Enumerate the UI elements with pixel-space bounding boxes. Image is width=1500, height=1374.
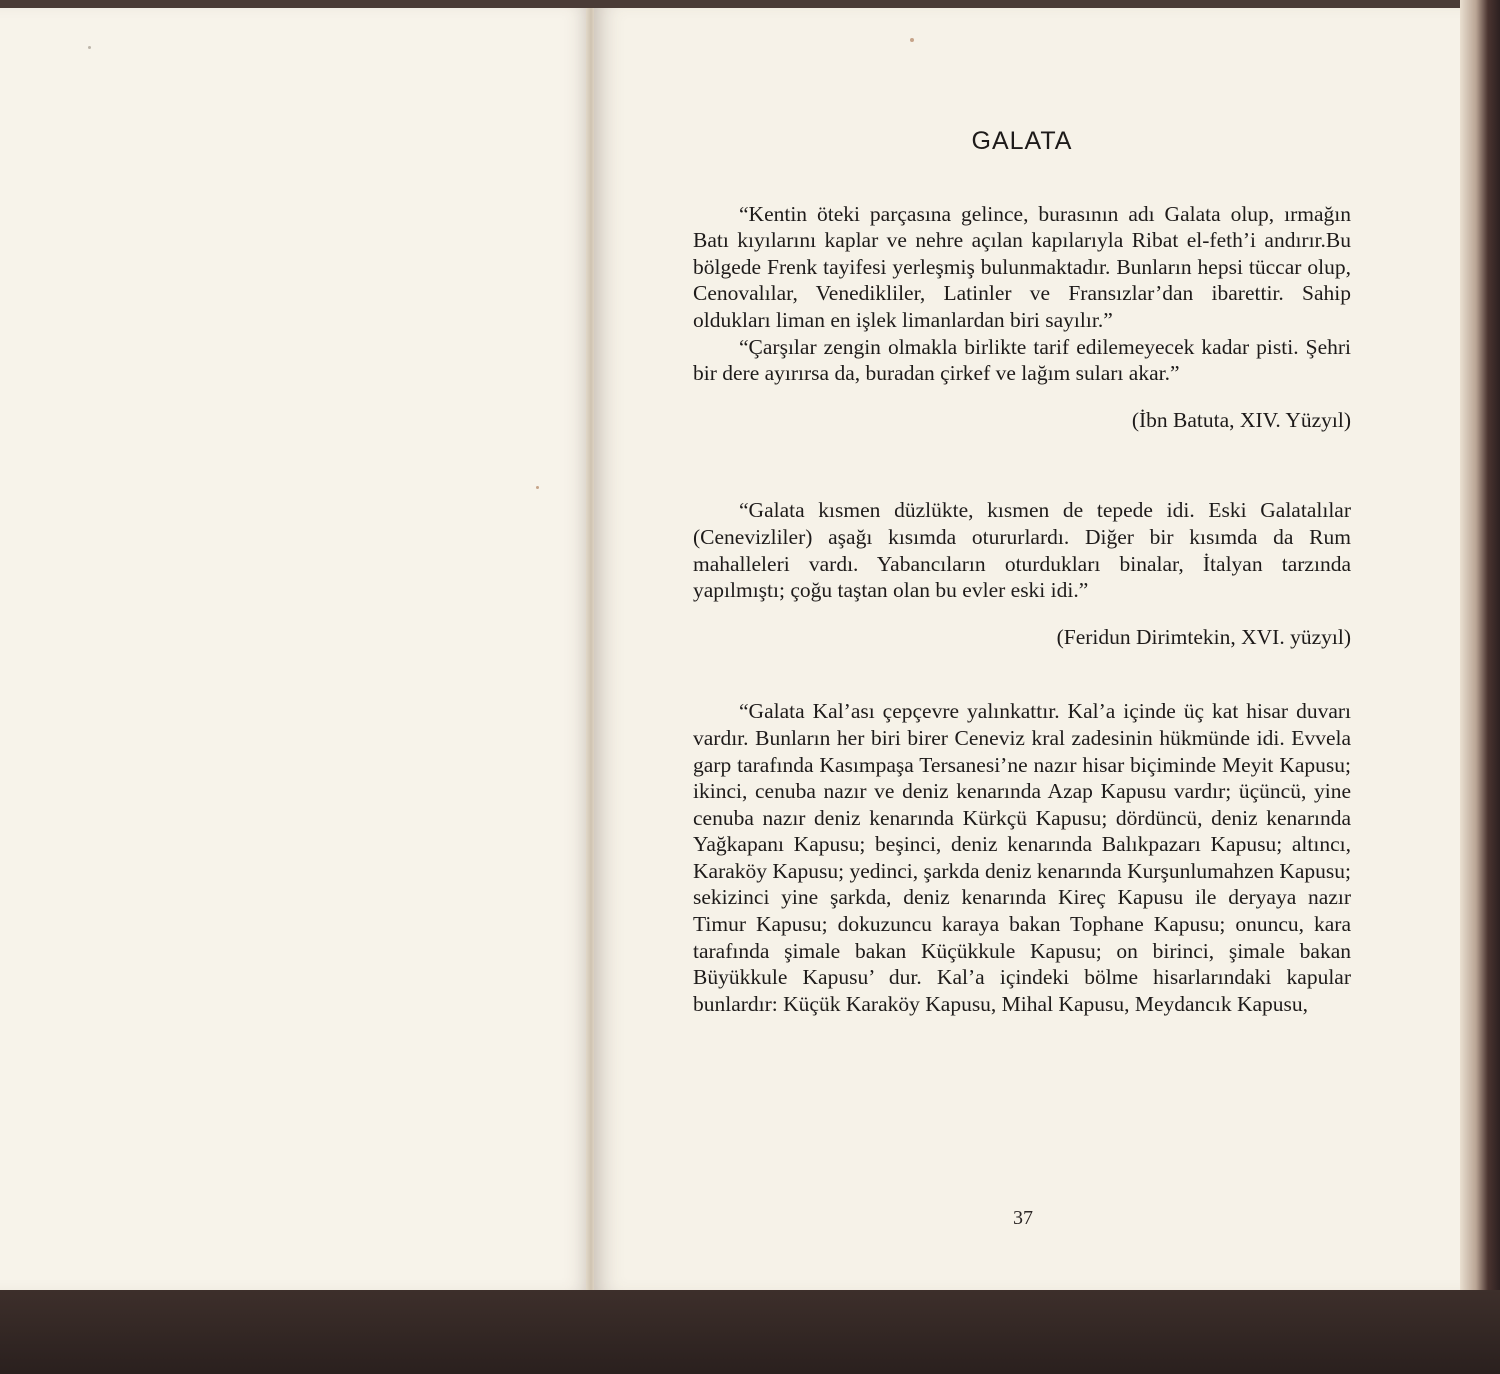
paper-speck — [910, 38, 914, 42]
left-page-blank — [0, 8, 592, 1290]
paper-speck — [88, 46, 91, 49]
paper-speck — [536, 486, 539, 489]
spacer — [693, 650, 1351, 698]
quote-galata-kalasi: “Galata Kal’ası çepçevre yalınkattır. Kal’a içinde üç kat hisar duvarı vardır. Bunların her biri birer Ceneviz kral zadesinin hükmünde idi. Evvela garp tarafında Kasımpaşa Tersanesi’ne nazır hisar biçiminde Meyit Kapusu; ikinci, cenuba nazır ve deniz kenarında Azap Kapusu vardır; üçüncü, yine cenuba nazır deniz kenarında Kürkçü Kapusu; dördüncü, deniz kenarında Yağkapanı Kapusu; beşinci, deniz kenarında Balıkpazarı Kapusu; altıncı, Karaköy Kapusu; yedinci, şarkda deniz kenarında Kurşunlumahzen Kapusu; sekizinci yine şarkda, deniz kenarında Kireç Kapusu ile deryaya nazır Timur Kapusu; dokuzuncu karaya bakan Tophane Kapusu; onuncu, kara tarafında şimale bakan Küçükkule Kapusu; on birinci, şimale bakan Büyükkule Kapusu’ dur. Kal’a içindeki bölme hisarlarındaki kapular bunlardır: Küçük Karaköy Kapusu, Mihal Kapusu, Meydancık Kapusu, — [693, 699, 1351, 1016]
spacer — [693, 387, 1351, 407]
quote-dirimtekin: “Galata kısmen düzlükte, kısmen de tepede idi. Eski Galatalılar (Cenevizliler) aşağı kısımda otururlardı. Diğer bir kısımda da Rum mahalleleri vardı. Yabancıların oturdukları binalar, İtalyan tarzında yapılmıştı; çoğu taştan olan bu evler eski idi.” — [693, 498, 1351, 603]
quote-ibn-batuta-2: “Çarşılar zengin olmakla birlikte tarif edilemeyecek kadar pisti. Şehri bir dere ayırırsa da, buradan çirkef ve lağım suları akar.” — [693, 334, 1351, 386]
page-content — [693, 128, 1351, 1017]
page-title: GALATA — [971, 127, 1073, 155]
spacer — [693, 604, 1351, 624]
attribution-ibn-batuta: (İbn Batuta, XIV. Yüzyıl) — [1131, 407, 1351, 432]
attribution-dirimtekin: (Feridun Dirimtekin, XVI. yüzyıl) — [1056, 624, 1351, 649]
page-number: 37 — [1013, 1207, 1033, 1229]
page-edges — [1460, 0, 1500, 1290]
scan-bottom-border — [0, 1290, 1500, 1374]
spacer — [693, 433, 1351, 497]
quote-ibn-batuta-1: “Kentin öteki parçasına gelince, burasının adı Galata olup, ırmağın Batı kıyılarını kaplar ve nehre açılan kapılarıyla Ribat el-feth’i andırır.Bu bölgede Frenk tayifesi yerleşmiş bulunmaktadır. Bunların hepsi tüccar olup, Cenovalılar, Venedikliler, Latinler ve Fransızlar’dan ibarettir. Sahip oldukları liman en işlek limanlardan biri sayılır.” — [693, 201, 1351, 332]
